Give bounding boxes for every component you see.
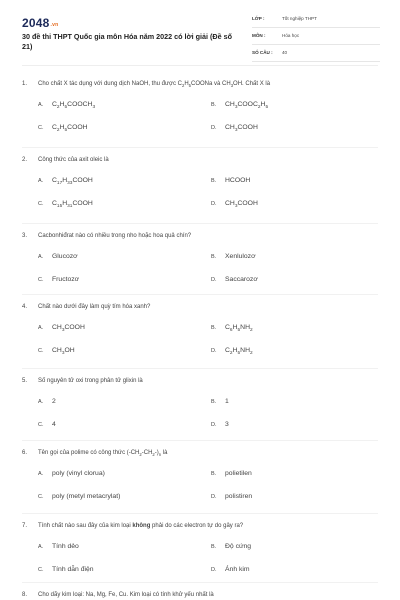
question-separator bbox=[22, 440, 378, 441]
question-text bbox=[22, 304, 382, 310]
answer-option-a[interactable] bbox=[38, 324, 85, 331]
page-title: 30 đề thi THPT Quốc gia môn Hóa năm 2022 có lời giải (Đề số 21) bbox=[22, 32, 232, 51]
question-number: 4. bbox=[22, 304, 28, 310]
option-text: Ánh kim bbox=[225, 566, 250, 573]
option-text: $CH_3COOC_2H_5$ bbox=[225, 101, 269, 110]
option-text: Tính dẫn điện bbox=[52, 566, 94, 573]
meta-row-subject bbox=[252, 31, 380, 45]
question-separator bbox=[22, 147, 378, 148]
answer-option-c[interactable] bbox=[38, 200, 93, 207]
option-letter: D. bbox=[211, 277, 217, 283]
option-letter: B. bbox=[211, 102, 217, 108]
question-number: 6. bbox=[22, 450, 28, 456]
option-text: $CH_3COOH$ bbox=[52, 324, 85, 333]
question-separator bbox=[22, 582, 378, 583]
answer-option-b[interactable] bbox=[211, 470, 252, 477]
option-letter: B. bbox=[211, 254, 217, 260]
option-letter: D. bbox=[211, 348, 217, 354]
question-text bbox=[22, 450, 382, 456]
option-text: Fructozơ bbox=[52, 276, 80, 283]
answer-option-c[interactable] bbox=[38, 276, 79, 283]
answer-option-d[interactable] bbox=[211, 124, 258, 131]
question-text bbox=[22, 378, 382, 384]
answer-option-c[interactable] bbox=[38, 566, 94, 573]
option-text: poly (vinyl clorua) bbox=[52, 470, 105, 477]
option-letter: D. bbox=[211, 201, 217, 207]
answer-option-a[interactable] bbox=[38, 101, 95, 108]
answer-option-a[interactable] bbox=[38, 543, 79, 550]
option-text: 2 bbox=[52, 398, 56, 405]
answer-option-d[interactable] bbox=[211, 493, 252, 500]
option-letter: D. bbox=[211, 567, 217, 573]
option-text: $C_2H_5NH_2$ bbox=[225, 347, 253, 356]
option-letter: A. bbox=[38, 254, 44, 260]
option-text: Saccarozơ bbox=[225, 276, 258, 283]
question-body: Cacbonhiđrat nào có nhiều trong nho hoặc hoa quả chín? bbox=[38, 233, 192, 239]
question-text bbox=[22, 157, 382, 163]
option-text: $C_6H_5NH_2$ bbox=[225, 324, 253, 333]
meta-label: SỐ CÂU : bbox=[252, 50, 273, 55]
question-text bbox=[22, 233, 382, 239]
option-letter: A. bbox=[38, 102, 44, 108]
meta-value: 40 bbox=[282, 50, 288, 55]
option-letter: B. bbox=[211, 178, 217, 184]
option-letter: B. bbox=[211, 544, 217, 550]
option-letter: D. bbox=[211, 494, 217, 500]
answer-option-a[interactable] bbox=[38, 470, 105, 477]
logo-sub: .vn bbox=[50, 22, 59, 28]
option-text: polistiren bbox=[225, 493, 253, 500]
option-text: $C_2H_5COOH$ bbox=[52, 124, 88, 133]
question-number: 5. bbox=[22, 378, 28, 384]
option-letter: B. bbox=[211, 471, 217, 477]
question-body: Cho dãy kim loại: Na, Mg, Fe, Cu. Kim loại có tính khử yếu nhất là bbox=[38, 592, 214, 598]
option-text: Tính dẻo bbox=[52, 543, 79, 550]
header-divider bbox=[22, 65, 378, 66]
option-text: poly (metyl metacrylat) bbox=[52, 493, 121, 500]
question-number: 8. bbox=[22, 592, 28, 598]
option-text: Độ cứng bbox=[225, 543, 252, 550]
logo-main: 2048 bbox=[22, 16, 50, 30]
option-text: $C_{15}H_{31}COOH$ bbox=[52, 200, 93, 209]
question-number: 1. bbox=[22, 81, 28, 87]
question-number: 7. bbox=[22, 523, 28, 529]
answer-option-d[interactable] bbox=[211, 276, 258, 283]
option-letter: A. bbox=[38, 178, 44, 184]
answer-option-c[interactable] bbox=[38, 124, 88, 131]
option-letter: A. bbox=[38, 399, 44, 405]
answer-option-b[interactable] bbox=[211, 177, 250, 184]
page-header bbox=[0, 0, 400, 62]
answer-option-d[interactable] bbox=[211, 347, 253, 354]
meta-value: Tốt nghiệp THPT bbox=[282, 16, 317, 21]
meta-label: LỚP : bbox=[252, 16, 265, 21]
answer-option-c[interactable] bbox=[38, 421, 56, 428]
answer-option-b[interactable] bbox=[211, 398, 229, 405]
answer-option-b[interactable] bbox=[211, 543, 251, 550]
option-text: Glucozơ bbox=[52, 253, 78, 260]
option-letter: A. bbox=[38, 544, 44, 550]
answer-option-a[interactable] bbox=[38, 177, 93, 184]
question-number: 3. bbox=[22, 233, 28, 239]
option-text: HCOOH bbox=[225, 177, 251, 184]
answer-option-b[interactable] bbox=[211, 324, 253, 331]
option-letter: D. bbox=[211, 125, 217, 131]
question-number: 2. bbox=[22, 157, 28, 163]
meta-value: Hóa học bbox=[282, 33, 300, 38]
option-letter: A. bbox=[38, 471, 44, 477]
exam-meta bbox=[252, 14, 380, 65]
answer-option-b[interactable] bbox=[211, 253, 256, 260]
answer-option-d[interactable] bbox=[211, 566, 250, 573]
option-text: polietilen bbox=[225, 470, 252, 477]
question-separator bbox=[22, 223, 378, 224]
question-separator bbox=[22, 368, 378, 369]
site-logo[interactable] bbox=[22, 16, 58, 30]
answer-option-d[interactable] bbox=[211, 200, 258, 207]
option-letter: B. bbox=[211, 399, 217, 405]
question-body: Công thức của axit oleic là bbox=[38, 157, 109, 163]
answer-option-c[interactable] bbox=[38, 493, 120, 500]
meta-label: MÔN : bbox=[252, 33, 266, 38]
option-letter: C. bbox=[38, 125, 44, 131]
option-text: $C_{17}H_{33}COOH$ bbox=[52, 177, 93, 186]
answer-option-a[interactable] bbox=[38, 398, 56, 405]
question-body: Chất nào dưới đây làm quỳ tím hóa xanh? bbox=[38, 304, 151, 310]
option-text: Xenlulozơ bbox=[225, 253, 256, 260]
question-separator bbox=[22, 294, 378, 295]
option-letter: C. bbox=[38, 348, 44, 354]
option-letter: B. bbox=[211, 325, 217, 331]
meta-row-class bbox=[252, 14, 380, 28]
question-body: Tính chất nào sau đây của kim loại không phải do các electron tự do gây ra? bbox=[38, 523, 244, 529]
answer-option-c[interactable] bbox=[38, 347, 75, 354]
option-text: $C_2H_5COOCH_3$ bbox=[52, 101, 96, 110]
question-text bbox=[22, 592, 382, 598]
option-letter: D. bbox=[211, 422, 217, 428]
answer-option-a[interactable] bbox=[38, 253, 78, 260]
question-text bbox=[22, 81, 382, 87]
question-body: Số nguyên tử oxi trong phân tử glixin là bbox=[38, 378, 143, 384]
option-letter: C. bbox=[38, 201, 44, 207]
answer-option-b[interactable] bbox=[211, 101, 268, 108]
option-text: $CH_3COOH$ bbox=[225, 124, 258, 133]
question-text bbox=[22, 523, 382, 529]
question-body: Cho chất X tác dụng với dung dịch NaOH, thu được $C_2H_5COONa$ và $CH_3OH$. Chất X là bbox=[38, 81, 271, 88]
option-letter: C. bbox=[38, 567, 44, 573]
question-separator bbox=[22, 513, 378, 514]
option-letter: A. bbox=[38, 325, 44, 331]
option-text: 3 bbox=[225, 421, 229, 428]
option-letter: C. bbox=[38, 494, 44, 500]
option-letter: C. bbox=[38, 422, 44, 428]
option-letter: C. bbox=[38, 277, 44, 283]
question-body: Tên gọi của polime có công thức $(-CH_2-CH_2-)_n$ là bbox=[38, 450, 168, 457]
option-text: $CH_3COOH$ bbox=[225, 200, 258, 209]
option-text: 4 bbox=[52, 421, 56, 428]
answer-option-d[interactable] bbox=[211, 421, 229, 428]
option-text: 1 bbox=[225, 398, 229, 405]
option-text: $CH_3OH$ bbox=[52, 347, 75, 356]
meta-row-count bbox=[252, 48, 380, 62]
